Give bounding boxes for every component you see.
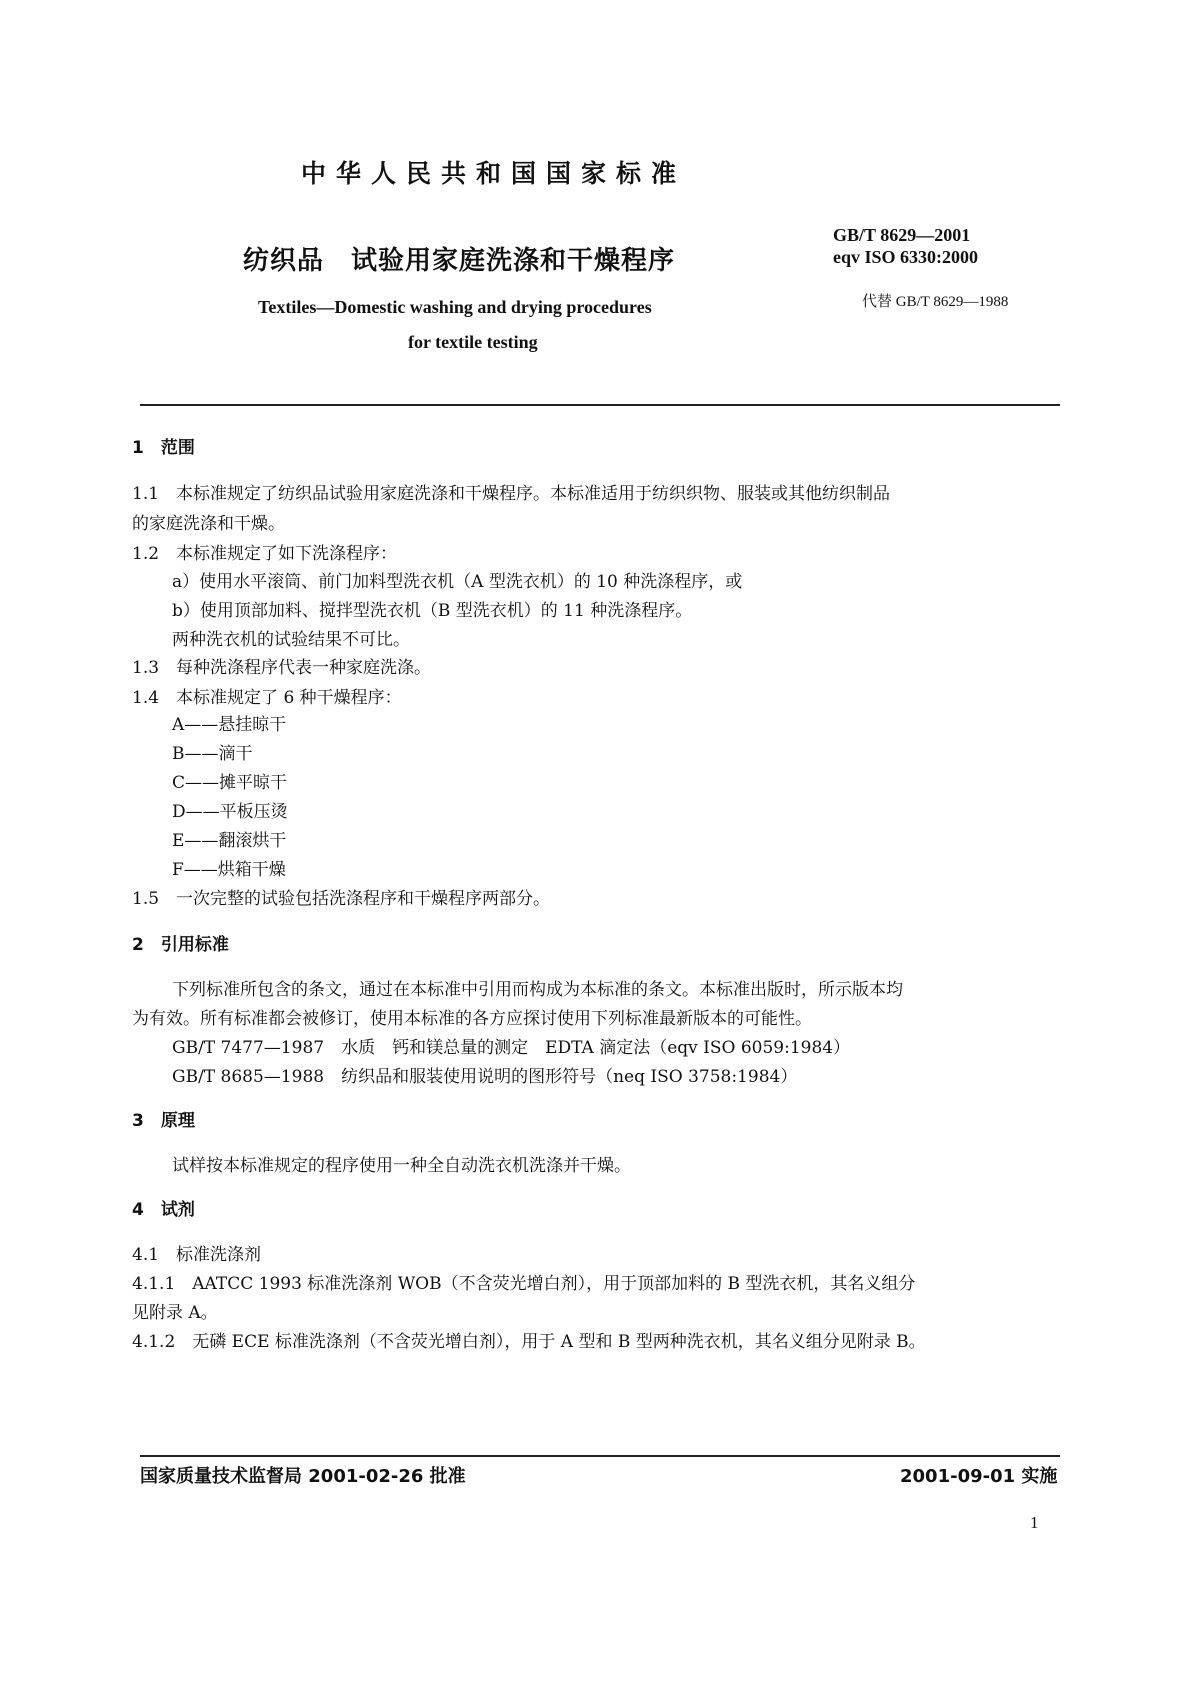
clause-1-1-line1: 1.1 本标准规定了纺织品试验用家庭洗涤和干燥程序。本标准适用于纺织织物、服装或其他纺织制品 [132,484,891,504]
standard-replaces: 代替 GB/T 8629—1988 [862,294,1009,310]
clause-1-5: 1.5 一次完整的试验包括洗涤程序和干燥程序两部分。 [132,889,551,909]
document-title-en-line2: for textile testing [408,332,538,352]
drying-procedure-item: D——平板压烫 [172,802,288,822]
standard-equivalence: eqv ISO 6330:2000 [833,247,979,267]
page-number: 1 [1030,1513,1039,1532]
clause-1-2: 1.2 本标准规定了如下洗涤程序： [132,544,398,564]
reference-standard: GB/T 8685—1988 纺织品和服装使用说明的图形符号（neq ISO 3758:1984） [172,1067,798,1087]
clause-4-1-2: 4.1.2 无磷 ECE 标准洗涤剂（不含荧光增白剂），用于 A 型和 B 型两种洗衣机，其名义组分见附录 B。 [132,1332,926,1352]
drying-procedure-item: F——烘箱干燥 [172,860,286,880]
clause-4-1-1-line1: 4.1.1 AATCC 1993 标准洗涤剂 WOB（不含荧光增白剂），用于顶部加料的 B 型洗衣机，其名义组分 [132,1274,916,1294]
document-title-en-line1: Textiles—Domestic washing and drying procedures [258,297,652,317]
reference-standard: GB/T 7477—1987 水质 钙和镁总量的测定 EDTA 滴定法（eqv ISO 6059:1984） [172,1038,851,1058]
clause-1-4: 1.4 本标准规定了 6 种干燥程序： [132,688,402,708]
header-divider [140,404,1060,406]
standard-number: GB/T 8629—2001 [833,225,971,245]
clause-1-1-line2: 的家庭洗涤和干燥。 [132,514,285,534]
clause-4-1: 4.1 标准洗涤剂 [132,1245,262,1265]
document-title-cn: 纺织品 试验用家庭洗涤和干燥程序 [243,246,676,276]
clause-1-2-a: a）使用水平滚筒、前门加料型洗衣机（A 型洗衣机）的 10 种洗涤程序，或 [172,572,743,592]
drying-procedure-item: A——悬挂晾干 [172,715,287,735]
section-4-heading: 4 试剂 [132,1200,195,1220]
section-3-paragraph: 试样按本标准规定的程序使用一种全自动洗衣机洗涤并干燥。 [172,1156,631,1176]
approval-info: 国家质量技术监督局 2001-02-26 批准 [140,1466,466,1487]
clause-1-2-b: b）使用顶部加料、搅拌型洗衣机（B 型洗衣机）的 11 种洗涤程序。 [172,601,693,621]
implementation-date: 2001-09-01 实施 [900,1466,1058,1487]
clause-1-2-note: 两种洗衣机的试验结果不可比。 [172,630,410,650]
section-2-paragraph-line1: 下列标准所包含的条文，通过在本标准中引用而构成为本标准的条文。本标准出版时，所示版本均 [172,980,903,1000]
section-3-heading: 3 原理 [132,1111,195,1131]
footer-divider [140,1455,1060,1457]
clause-1-3: 1.3 每种洗涤程序代表一种家庭洗涤。 [132,658,432,678]
national-standard-title: 中华人民共和国国家标准 [301,159,687,188]
section-2-heading: 2 引用标准 [132,935,229,955]
drying-procedure-item: B——滴干 [172,744,253,764]
drying-procedure-item: E——翻滚烘干 [172,831,287,851]
clause-4-1-1-line2: 见附录 A。 [132,1303,218,1323]
drying-procedure-item: C——摊平晾干 [172,773,288,793]
section-2-paragraph-line2: 为有效。所有标准都会被修订，使用本标准的各方应探讨使用下列标准最新版本的可能性。 [132,1009,812,1029]
section-1-heading: 1 范围 [132,438,195,458]
